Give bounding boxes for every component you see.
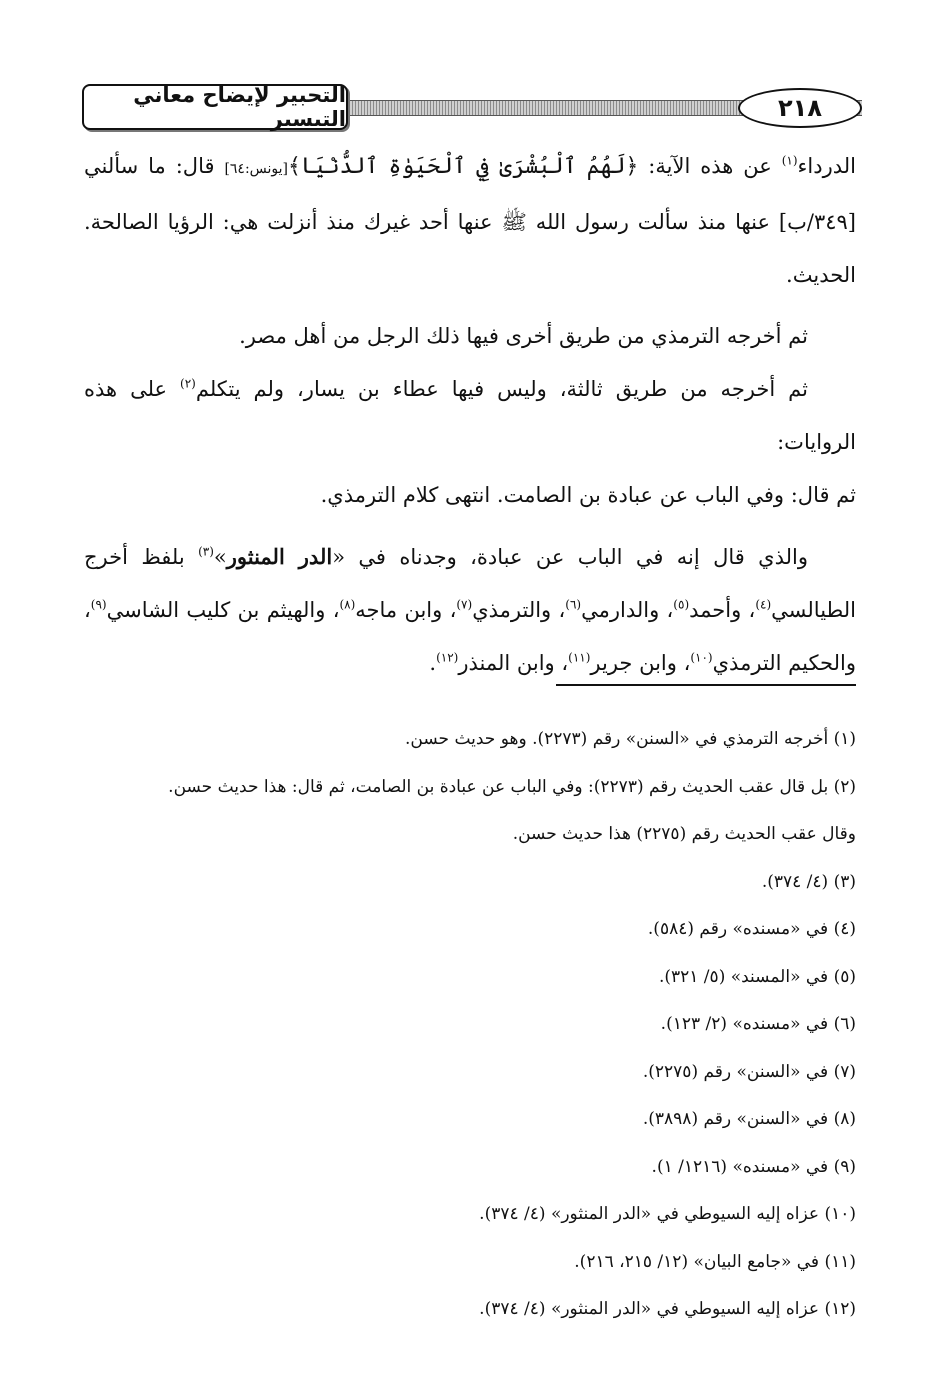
footnote-ref-9: (٩)	[90, 597, 107, 612]
footnote-ref-10: (١٠)	[690, 650, 713, 665]
footnote-11: (١١) في «جامع البيان» (١٢/ ٢١٥، ٢١٦).	[574, 1251, 856, 1272]
footnotes	[84, 716, 856, 1334]
footnote-separator	[556, 684, 856, 686]
footnote-2-continued: وقال عقب الحديث رقم (٢٢٧٥) هذا حديث حسن.	[512, 824, 856, 844]
text-run: ، والدارمي	[581, 598, 674, 622]
quran-verse: ﴿لَهُمُ ٱلْبُشْرَىٰ فِي ٱلْحَيَوٰةِ ٱلدُّنْيَا﴾	[288, 154, 639, 179]
footnote-ref-6: (٦)	[565, 597, 582, 612]
footnote-3: (٣) (٤/ ٣٧٤).	[761, 871, 856, 892]
footnote-ref-7: (٧)	[456, 597, 473, 612]
text-run: ، والهيثم بن كليب الشاسي	[106, 598, 340, 622]
book-title: التحبير لإيضاح معاني التيسير	[133, 83, 346, 131]
paragraph-1	[84, 140, 856, 302]
text-run: ثم أخرجه من طريق ثالثة، وليس فيها عطاء بن يسار، ولم يتكلم	[195, 377, 808, 401]
paragraph-3	[84, 363, 856, 469]
paragraph-2: ثم أخرجه الترمذي من طريق أخرى فيها ذلك الرجل من أهل مصر.	[239, 324, 808, 348]
footnote-5: (٥) في «المسند» (٥/ ٣٢١).	[658, 966, 856, 987]
text-run: ، وابن جرير	[590, 651, 691, 675]
paragraph-4: ثم قال: وفي الباب عن عبادة بن الصامت. انتهى كلام الترمذي.	[320, 483, 856, 507]
text-run: الدرداء	[797, 154, 856, 178]
footnote-6: (٦) في «مسنده» (٢/ ١٢٣).	[660, 1014, 856, 1034]
footnote-10: (١٠) عزاه إليه السيوطي في «الدر المنثور» (٤/ ٣٧٤).	[479, 1204, 856, 1224]
footnote-ref-1: (١)	[781, 153, 798, 168]
footnote-2: (٢) بل قال عقب الحديث رقم (٢٢٧٣): وفي الباب عن عبادة بن الصامت، ثم قال: هذا حديث حسن.	[168, 776, 856, 797]
text-run: .	[429, 651, 437, 675]
text-run: ، وابن المنذر	[458, 651, 569, 675]
book-title-frame	[82, 84, 348, 130]
page-number-frame	[738, 88, 862, 128]
footnote-ref-5: (٥)	[673, 597, 690, 612]
footnote-ref-8: (٨)	[339, 597, 356, 612]
footnote-9: (٩) في «مسنده» (١٢١٦/ ١).	[651, 1156, 856, 1177]
footnote-ref-12: (١٢)	[436, 650, 459, 665]
footnote-1: (١) أخرجه الترمذي في «السنن» رقم (٢٢٧٣). وهو حديث حسن.	[405, 729, 856, 749]
footnote-ref-2: (٢)	[180, 376, 196, 391]
text-run: ، وابن ماجه	[355, 598, 457, 622]
footnote-ref-4: (٤)	[755, 597, 772, 612]
text-run: »	[213, 545, 227, 569]
text-run: والذي قال إنه في الباب عن عبادة، وجدناه في «	[332, 545, 808, 569]
text-run: ، وأحمد	[689, 598, 756, 622]
text-run: قال: ما سألني [٣٤٩/ب] عنها منذ سألت رسول الله ﷺ عنها أحد غيرك منذ أنزلت هي: الرؤيا الصالحة. الحديث.	[84, 154, 856, 287]
text-run: بلفظ أخرج الطيالسي	[84, 545, 856, 622]
text-run: ، والترمذي	[472, 598, 566, 622]
text-run: ، والحكيم الترمذي	[84, 598, 856, 675]
text-run: عن هذه الآية:	[638, 154, 782, 178]
footnote-7: (٧) في «السنن» رقم (٢٢٧٥).	[642, 1061, 856, 1082]
footnote-4: (٤) في «مسنده» رقم (٥٨٤).	[647, 919, 856, 939]
footnote-8: (٨) في «السنن» رقم (٣٨٩٨).	[642, 1109, 856, 1129]
main-text	[84, 140, 856, 690]
text-run: على هذه الروايات:	[84, 377, 856, 454]
footnote-ref-3: (٣)	[198, 544, 214, 559]
footnote-12: (١٢) عزاه إليه السيوطي في «الدر المنثور» (٤/ ٣٧٤).	[479, 1299, 856, 1319]
page-number: ٢١٨	[778, 94, 822, 122]
page-header	[82, 84, 862, 130]
book-title-ref: الدر المنثور	[226, 544, 333, 569]
verse-reference: [يونس:٦٤]	[224, 161, 289, 177]
footnote-ref-11: (١١)	[568, 650, 591, 665]
paragraph-5	[84, 530, 856, 690]
